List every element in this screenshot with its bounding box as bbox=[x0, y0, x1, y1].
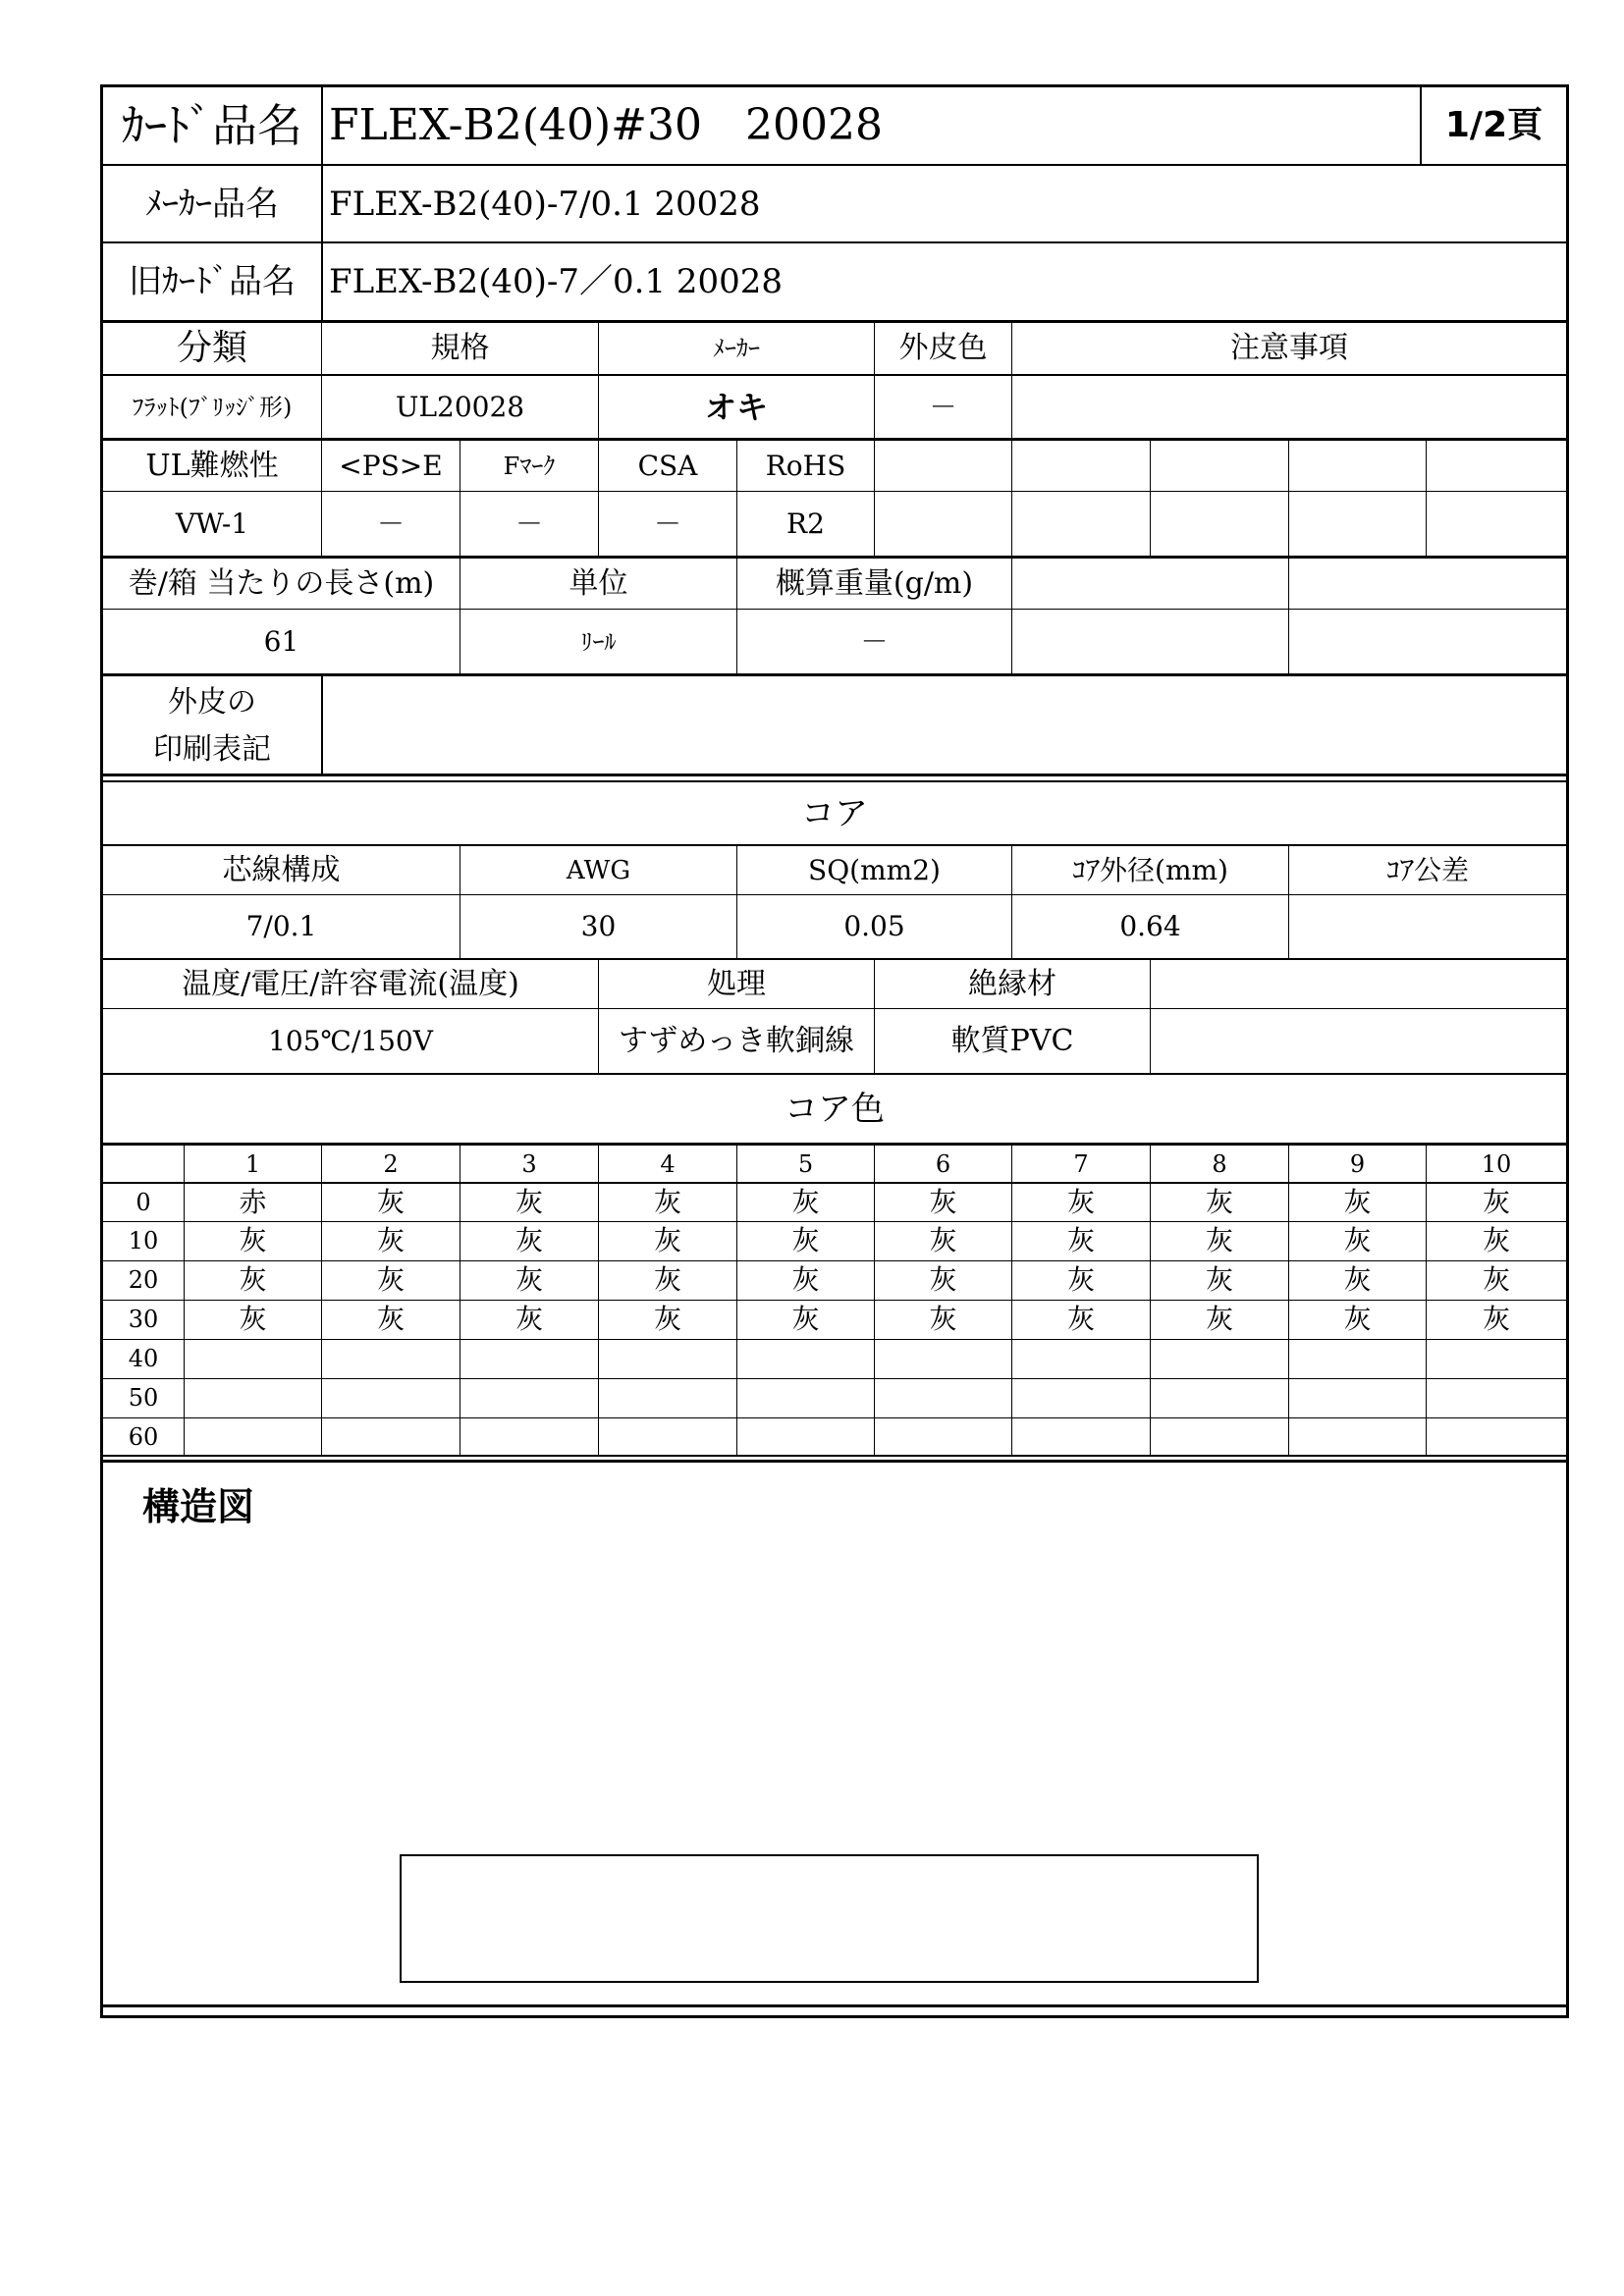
csa-label: CSA bbox=[637, 449, 698, 482]
core-color-cell: 灰 bbox=[1343, 1186, 1372, 1218]
core-color-cell: 灰 bbox=[1482, 1303, 1510, 1335]
strand-value: 7/0.1 bbox=[245, 910, 317, 942]
core-color-column-header: 4 bbox=[660, 1149, 676, 1178]
pse-value: － bbox=[376, 507, 405, 540]
standard-value: UL20028 bbox=[395, 390, 525, 423]
core-color-column-header: 1 bbox=[244, 1149, 261, 1178]
f-mark-label: Fﾏｰｸ bbox=[503, 452, 556, 480]
treatment-value: すずめっき軟銅線 bbox=[619, 1023, 854, 1058]
core-color-column-header: 10 bbox=[1481, 1149, 1512, 1178]
classification-label: 分類 bbox=[176, 328, 247, 368]
length-extra-label-2 bbox=[1289, 559, 1566, 609]
conditions-extra-label bbox=[1151, 960, 1566, 1008]
core-color-cell: 灰 bbox=[1205, 1263, 1233, 1296]
core-color-cell bbox=[460, 1379, 598, 1416]
insulation-label: 絶縁材 bbox=[968, 966, 1056, 1001]
page-number: 1/2頁 bbox=[1444, 105, 1543, 145]
core-color-cell bbox=[460, 1340, 598, 1377]
notes-value bbox=[1012, 376, 1566, 438]
core-color-cell bbox=[875, 1418, 1011, 1456]
sq-label: SQ(mm2) bbox=[808, 853, 941, 886]
core-color-cell bbox=[322, 1418, 460, 1456]
core-color-cell bbox=[1289, 1379, 1426, 1416]
core-color-cell bbox=[737, 1379, 874, 1416]
f-mark-value: － bbox=[514, 507, 543, 540]
csa-value: － bbox=[653, 507, 681, 540]
length-extra-value-1 bbox=[1012, 610, 1288, 673]
printing-value bbox=[323, 676, 1566, 774]
core-color-cell: 灰 bbox=[791, 1186, 820, 1218]
maker-value: オキ bbox=[704, 388, 768, 426]
core-color-cell bbox=[1427, 1418, 1566, 1456]
core-color-cell: 灰 bbox=[1343, 1224, 1372, 1256]
unit-label: 単位 bbox=[568, 565, 628, 601]
jacket-color-value: － bbox=[929, 390, 957, 423]
core-color-cell: 灰 bbox=[929, 1224, 957, 1256]
core-color-cell: 灰 bbox=[791, 1263, 820, 1296]
strand-label: 芯線構成 bbox=[222, 852, 341, 887]
core-color-cell: 灰 bbox=[653, 1303, 681, 1335]
insulation-value: 軟質PVC bbox=[950, 1023, 1074, 1058]
core-color-cell: 灰 bbox=[1482, 1186, 1510, 1218]
core-color-column-header: 2 bbox=[383, 1149, 399, 1178]
core-color-cell: 灰 bbox=[239, 1303, 267, 1335]
core-color-cell: 灰 bbox=[653, 1224, 681, 1256]
core-color-column-header: 9 bbox=[1349, 1149, 1366, 1178]
ul-extra-label-5 bbox=[1427, 441, 1566, 491]
structure-drawing-title: 構造図 bbox=[142, 1485, 255, 1528]
core-color-row-index: 60 bbox=[128, 1423, 159, 1451]
core-color-row-index: 50 bbox=[128, 1384, 159, 1412]
rating-label: 温度/電圧/許容電流(温度) bbox=[182, 966, 519, 1001]
unit-value: ﾘｰﾙ bbox=[580, 627, 617, 656]
conditions-extra-value bbox=[1151, 1009, 1566, 1073]
length-extra-value-2 bbox=[1289, 610, 1566, 673]
core-color-cell: 灰 bbox=[653, 1263, 681, 1296]
core-color-cell bbox=[185, 1379, 321, 1416]
ul-extra-label-3 bbox=[1151, 441, 1288, 491]
core-color-cell bbox=[322, 1379, 460, 1416]
core-color-row-index: 30 bbox=[128, 1306, 159, 1333]
rohs-label: RoHS bbox=[765, 449, 846, 482]
core-color-cell bbox=[185, 1418, 321, 1456]
core-color-cell: 灰 bbox=[1066, 1303, 1095, 1335]
ul-flame-value: VW-1 bbox=[175, 507, 249, 540]
core-od-value: 0.64 bbox=[1119, 910, 1181, 942]
core-color-row-index: 10 bbox=[128, 1227, 159, 1255]
core-color-cell bbox=[1427, 1379, 1566, 1416]
ul-extra-value-1 bbox=[875, 492, 1011, 556]
core-color-title: コア色 bbox=[785, 1089, 885, 1129]
ul-extra-value-3 bbox=[1151, 492, 1288, 556]
core-color-cell: 灰 bbox=[239, 1224, 267, 1256]
standard-label: 規格 bbox=[430, 331, 490, 365]
ul-flame-label: UL難燃性 bbox=[145, 448, 279, 483]
core-color-cell: 灰 bbox=[376, 1263, 405, 1296]
core-color-cell: 灰 bbox=[514, 1263, 543, 1296]
sq-value: 0.05 bbox=[843, 910, 905, 942]
core-color-column-header: 6 bbox=[935, 1149, 951, 1178]
core-color-cell: 灰 bbox=[791, 1303, 820, 1335]
weight-label: 概算重量(g/m) bbox=[775, 565, 974, 601]
core-color-cell: 灰 bbox=[1205, 1186, 1233, 1218]
core-color-cell: 灰 bbox=[376, 1303, 405, 1335]
core-color-column-header: 7 bbox=[1073, 1149, 1089, 1178]
core-color-cell bbox=[1012, 1340, 1150, 1377]
core-color-row-index: 20 bbox=[128, 1266, 159, 1294]
ul-extra-label-4 bbox=[1289, 441, 1426, 491]
core-color-cell: 灰 bbox=[1482, 1263, 1510, 1296]
core-color-cell bbox=[737, 1340, 874, 1377]
rating-value: 105℃/150V bbox=[268, 1024, 433, 1057]
core-color-cell bbox=[737, 1418, 874, 1456]
printing-label-line2: 印刷表記 bbox=[153, 732, 271, 767]
core-color-cell: 灰 bbox=[1482, 1224, 1510, 1256]
core-color-cell: 灰 bbox=[1066, 1263, 1095, 1296]
core-color-row-index: 0 bbox=[135, 1189, 151, 1216]
core-color-cell bbox=[599, 1340, 736, 1377]
maker-name-value: FLEX-B2(40)-7/0.1 20028 bbox=[329, 184, 761, 224]
core-color-cell bbox=[1151, 1379, 1288, 1416]
core-color-cell bbox=[322, 1340, 460, 1377]
ul-extra-label-2 bbox=[1012, 441, 1150, 491]
card-name-label: ｶｰﾄﾞ品名 bbox=[122, 99, 302, 152]
core-color-row-index: 40 bbox=[128, 1345, 159, 1372]
awg-value: 30 bbox=[580, 910, 617, 942]
core-color-cell bbox=[460, 1418, 598, 1456]
ul-extra-value-2 bbox=[1012, 492, 1150, 556]
ul-extra-value-5 bbox=[1427, 492, 1566, 556]
core-color-column-header: 8 bbox=[1212, 1149, 1227, 1178]
pse-label: <PS>E bbox=[339, 449, 443, 482]
core-color-cell: 灰 bbox=[1205, 1303, 1233, 1335]
notes-label: 注意事項 bbox=[1230, 331, 1348, 365]
core-color-cell: 赤 bbox=[239, 1186, 267, 1218]
core-od-label: ｺｱ外径(mm) bbox=[1072, 853, 1228, 886]
core-color-cell: 灰 bbox=[1343, 1263, 1372, 1296]
core-color-cell: 灰 bbox=[239, 1263, 267, 1296]
core-color-cell: 灰 bbox=[1205, 1224, 1233, 1256]
core-tolerance-label: ｺｱ公差 bbox=[1385, 853, 1469, 886]
core-color-cell bbox=[599, 1379, 736, 1416]
classification-value: ﾌﾗｯﾄ(ﾌﾞﾘｯｼﾞ形) bbox=[132, 393, 293, 421]
core-color-cell bbox=[875, 1340, 1011, 1377]
core-color-cell bbox=[875, 1379, 1011, 1416]
maker-name-label: ﾒｰｶｰ品名 bbox=[145, 184, 279, 224]
core-color-cell bbox=[1151, 1418, 1288, 1456]
core-color-cell bbox=[1012, 1379, 1150, 1416]
card-name-value: FLEX-B2(40)#30 20028 bbox=[329, 100, 883, 150]
core-color-cell: 灰 bbox=[1343, 1303, 1372, 1335]
rohs-value: R2 bbox=[786, 507, 825, 540]
core-color-column-header: 5 bbox=[797, 1149, 814, 1178]
core-color-cell: 灰 bbox=[1066, 1186, 1095, 1218]
core-color-cell bbox=[599, 1418, 736, 1456]
length-value: 61 bbox=[263, 624, 299, 658]
drawing-caption-box bbox=[400, 1854, 1259, 1983]
ul-extra-value-4 bbox=[1289, 492, 1426, 556]
core-color-cell: 灰 bbox=[376, 1224, 405, 1256]
weight-value: － bbox=[860, 624, 889, 658]
core-color-cell: 灰 bbox=[514, 1224, 543, 1256]
core-color-cell bbox=[185, 1340, 321, 1377]
core-color-cell: 灰 bbox=[376, 1186, 405, 1218]
core-color-cell bbox=[1012, 1418, 1150, 1456]
core-color-cell bbox=[1289, 1418, 1426, 1456]
core-color-cell: 灰 bbox=[929, 1186, 957, 1218]
old-card-name-value: FLEX-B2(40)-7／0.1 20028 bbox=[329, 262, 784, 301]
core-color-cell bbox=[1151, 1340, 1288, 1377]
core-title: コア bbox=[801, 793, 868, 833]
core-color-cell: 灰 bbox=[929, 1303, 957, 1335]
core-color-cell: 灰 bbox=[929, 1263, 957, 1296]
core-color-cell: 灰 bbox=[791, 1224, 820, 1256]
core-color-cell: 灰 bbox=[514, 1303, 543, 1335]
core-tolerance-value bbox=[1289, 895, 1566, 958]
core-color-cell: 灰 bbox=[653, 1186, 681, 1218]
core-color-column-header: 3 bbox=[521, 1149, 537, 1178]
core-color-cell: 灰 bbox=[514, 1186, 543, 1218]
spec-sheet bbox=[100, 84, 1569, 2018]
length-extra-label-1 bbox=[1012, 559, 1288, 609]
core-color-cell bbox=[1427, 1340, 1566, 1377]
awg-label: AWG bbox=[566, 855, 631, 885]
maker-label: ﾒｰｶｰ bbox=[713, 335, 760, 362]
core-color-cell bbox=[1289, 1340, 1426, 1377]
ul-extra-label-1 bbox=[875, 441, 1011, 491]
old-card-name-label: 旧ｶｰﾄﾞ品名 bbox=[129, 262, 296, 301]
treatment-label: 処理 bbox=[707, 966, 766, 1001]
core-color-cell: 灰 bbox=[1066, 1224, 1095, 1256]
printing-label-line1: 外皮の bbox=[168, 685, 256, 720]
length-label: 巻/箱 当たりの長さ(m) bbox=[128, 565, 435, 601]
jacket-color-label: 外皮色 bbox=[898, 331, 988, 365]
